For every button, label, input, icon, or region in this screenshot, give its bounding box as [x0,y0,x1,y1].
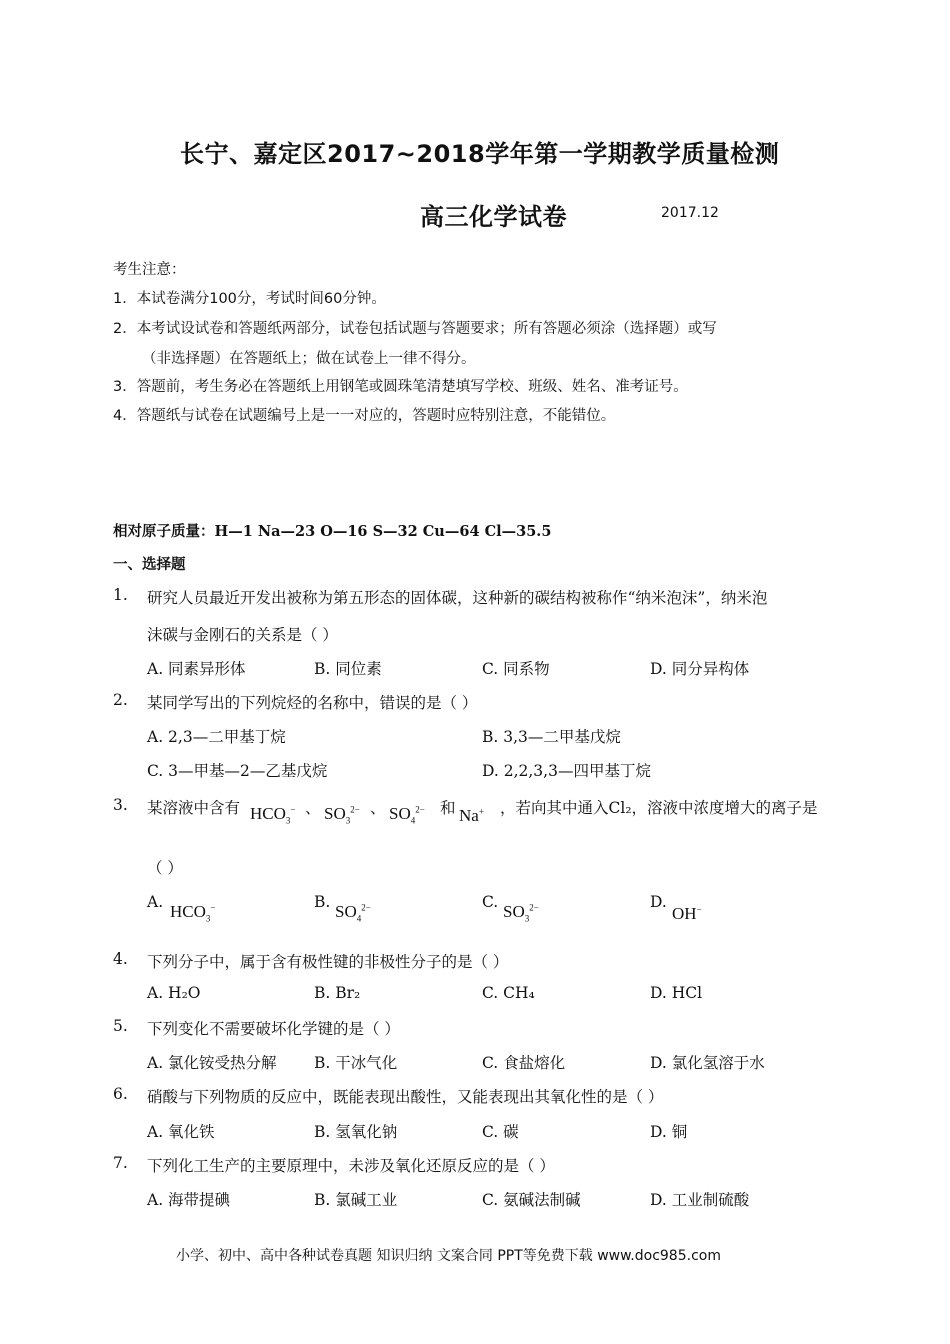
option-c: C. 食盐熔化 [482,1054,566,1072]
ion-sup: 2− [350,804,360,815]
question-text: 下列分子中，属于含有极性键的非极性分子的是（ ） [147,953,509,971]
option-d-letter: D. [650,893,667,911]
option-b-ion [335,902,371,923]
ion-so4 [389,804,425,825]
exam-date: 2017.12 [661,205,719,221]
question-number: 3. [113,796,128,814]
ion-sub: 3 [285,815,291,826]
question-text: 下列化工生产的主要原理中，未涉及氧化还原反应的是（ ） [147,1157,555,1175]
ion-so3 [324,804,360,825]
option-b: B. 同位素 [314,660,382,678]
question-text: 研究人员最近开发出被称为第五形态的固体碳，这种新的碳结构被称作“纳米泡沫”，纳米泡 [147,589,768,607]
question-text-post: ，若向其中通入Cl₂，溶液中浓度增大的离子是 [500,799,818,817]
ion-base: SO [324,804,346,823]
ion-na [459,806,484,826]
option-c: C. 氨碱法制碱 [482,1191,581,1209]
exam-title: 长宁、嘉定区2017~2018学年第一学期教学质量检测 [180,140,780,168]
option-a: A. 氧化铁 [147,1123,215,1141]
question-number: 5. [113,1017,128,1035]
option-d-ion [672,904,702,924]
question-number: 4. [113,950,128,968]
option-d: D. 氯化氢溶于水 [650,1054,765,1072]
option-c-letter: C. [482,893,499,911]
ion-sup: 2− [415,804,425,815]
notice-heading: 考生注意： [113,262,186,278]
option-d: D. HCl [650,984,703,1002]
ion-sup: + [478,806,484,817]
option-c: C. 同系物 [482,660,550,678]
question-number: 7. [113,1154,128,1172]
ion-sub: 3 [345,815,351,826]
notice-item-2-cont: （非选择题）在答题纸上；做在试卷上一律不得分。 [142,351,476,367]
question-text: 硝酸与下列物质的反应中，既能表现出酸性，又能表现出其氧化性的是（ ） [147,1088,664,1106]
ion-sup: 2− [529,902,539,913]
option-c: C. 3—甲基—2—乙基戊烷 [147,762,328,780]
option-b-letter: B. [314,893,331,911]
atomic-mass-line: 相对原子质量：H—1 Na—23 O—16 S—32 Cu—64 Cl—35.5 [113,523,552,540]
option-a: A. 海带提碘 [147,1191,231,1209]
option-c-ion [503,902,539,923]
question-number: 6. [113,1085,128,1103]
ion-base: HCO [250,804,286,823]
question-number: 2. [113,691,128,709]
ion-base: Na [459,806,479,825]
option-b: B. 氯碱工业 [314,1191,398,1209]
separator: 、 [305,799,321,817]
option-a-letter: A. [147,893,164,911]
option-c: C. CH₄ [482,984,535,1002]
option-d: D. 2,2,3,3—四甲基丁烷 [482,762,651,780]
notice-item-1: 1．本试卷满分100分，考试时间60分钟。 [113,291,386,307]
ion-base: HCO [170,902,206,921]
ion-sub: 3 [524,913,530,924]
ion-sup: − [210,902,216,913]
option-b: B. Br₂ [314,984,361,1002]
option-a: A. 2,3—二甲基丁烷 [147,728,286,746]
page-footer: 小学、初中、高中各种试卷真题 知识归纳 文案合同 PPT等免费下载 www.doc985.com [176,1248,721,1264]
ion-sup: − [696,904,702,915]
option-b: B. 氢氧化钠 [314,1123,398,1141]
ion-sub: 4 [410,815,416,826]
notice-item-4: 4．答题纸与试卷在试题编号上是一一对应的，答题时应特别注意，不能错位。 [113,408,616,424]
question-text-cont: 沫碳与金刚石的关系是（ ） [147,626,338,644]
option-b: B. 干冰气化 [314,1054,398,1072]
ion-base: SO [503,902,525,921]
question-text: 某同学写出的下列烷烃的名称中，错误的是（ ） [147,694,478,712]
section-heading: 一、选择题 [113,557,186,573]
option-a-ion [170,902,215,923]
option-d: D. 工业制硫酸 [650,1191,750,1209]
option-a: A. 氯化铵受热分解 [147,1054,277,1072]
answer-paren: （ ） [147,859,183,877]
option-b: B. 3,3—二甲基戊烷 [482,728,621,746]
ion-base: SO [335,902,357,921]
option-a: A. H₂O [147,984,201,1002]
option-d: D. 铜 [650,1123,688,1141]
ion-hco3 [250,804,295,825]
ion-base: OH [672,904,697,923]
separator: 、 [370,799,386,817]
ion-base: SO [389,804,411,823]
notice-item-3: 3．答题前，考生务必在答题纸上用钢笔或圆珠笔清楚填写学校、班级、姓名、准考证号。 [113,379,688,395]
question-text-pre: 某溶液中含有 [147,799,241,817]
ion-sup: 2− [361,902,371,913]
option-d: D. 同分异构体 [650,660,750,678]
option-a: A. 同素异形体 [147,660,246,678]
ion-sup: − [290,804,296,815]
exam-subtitle: 高三化学试卷 [420,203,567,231]
question-text: 下列变化不需要破坏化学键的是（ ） [147,1020,400,1038]
notice-item-2: 2．本考试设试卷和答题纸两部分，试卷包括试题与答题要求；所有答题必须涂（选择题）或写 [113,321,717,337]
question-number: 1. [113,586,128,604]
option-c: C. 碳 [482,1123,519,1141]
ion-sub: 3 [205,913,211,924]
ion-sub: 4 [356,913,362,924]
conjunction: 和 [440,799,456,817]
